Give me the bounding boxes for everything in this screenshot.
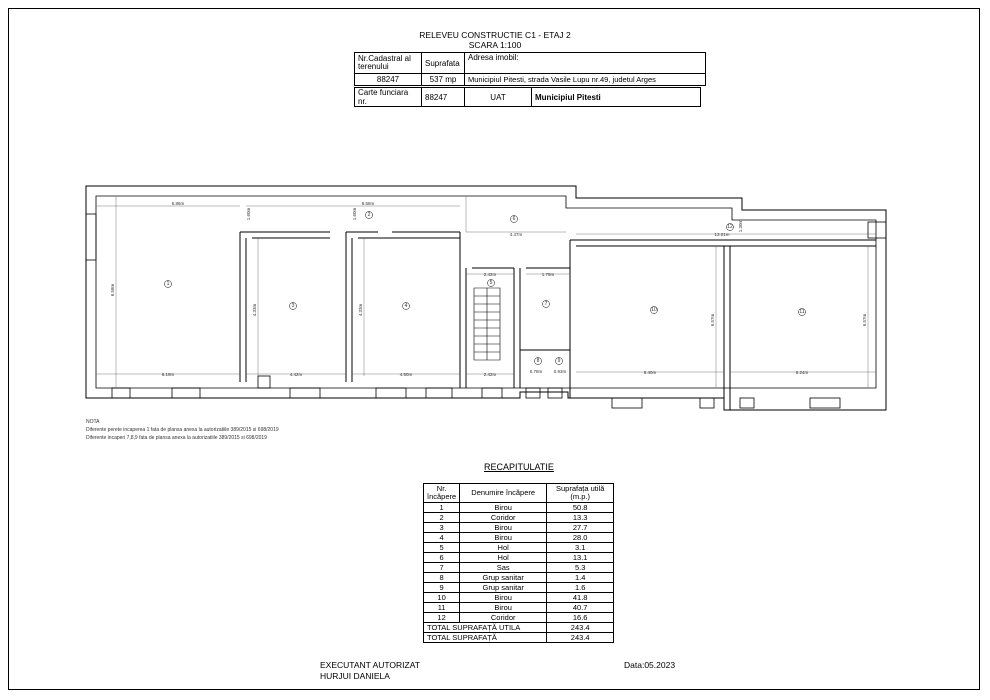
- room-label-7: 7: [544, 301, 548, 307]
- recap-cell-suprafata: 16.6: [547, 613, 614, 623]
- executant-label: EXECUTANT AUTORIZAT: [320, 660, 420, 670]
- recap-cell-suprafata: 13.3: [547, 513, 614, 523]
- dim-label: 4.33m: [358, 303, 363, 317]
- recap-cell-suprafata: 50.8: [547, 503, 614, 513]
- room-label-3: 3: [291, 303, 295, 309]
- note-line-1: Diferente perete incaperea 1 fata de plansa anexa la autorizatiile 389/2015 si 698/2019: [86, 427, 279, 433]
- drawing-title: RELEVEU CONSTRUCTIE C1 - ETAJ 2: [419, 30, 571, 40]
- dim-label: 4.47m: [509, 232, 523, 237]
- recap-table: [423, 483, 614, 643]
- dim-label: 1.60m: [352, 207, 357, 221]
- recap-cell-nr: 8: [424, 573, 460, 583]
- dim-label: 1.30m: [738, 219, 743, 233]
- recap-cell-denumire: Birou: [460, 523, 547, 533]
- recap-cell-nr: 10: [424, 593, 460, 603]
- recap-title: RECAPITULATIE: [484, 462, 554, 472]
- total-util-value: 243.4: [547, 623, 614, 633]
- note-title: NOTA: [86, 419, 100, 425]
- nr-cadastral-value: 88247: [355, 74, 422, 86]
- recap-cell-suprafata: 28.0: [547, 533, 614, 543]
- table-row: [424, 533, 614, 543]
- inner-outline: [96, 196, 876, 388]
- recap-cell-denumire: Birou: [460, 533, 547, 543]
- dimension-lines: [96, 196, 876, 388]
- recap-cell-nr: 5: [424, 543, 460, 553]
- table-row: [424, 563, 614, 573]
- dim-label: 2.42m: [483, 272, 497, 277]
- recap-cell-suprafata: 5.3: [547, 563, 614, 573]
- dim-label: 6.58m: [110, 283, 115, 297]
- room-label-12: 12: [727, 224, 733, 230]
- recap-cell-suprafata: 3.1: [547, 543, 614, 553]
- recap-cell-suprafata: 27.7: [547, 523, 614, 533]
- room-label-10: 10: [651, 307, 657, 313]
- table-row: [424, 593, 614, 603]
- carte-funciara-label: Carte funciara nr.: [355, 88, 422, 107]
- dim-label: 13.01m: [714, 232, 730, 237]
- recap-cell-nr: 1: [424, 503, 460, 513]
- total-util-label: TOTAL SUPRAFAȚĂ UTILA: [424, 623, 547, 633]
- corridor-wall: [240, 232, 876, 240]
- date-label: Data:05.2023: [624, 660, 676, 670]
- room-label-2: 2: [367, 212, 371, 218]
- table-row: [424, 583, 614, 593]
- table-row: [424, 503, 614, 513]
- room-label-11: 11: [799, 309, 805, 315]
- recap-cell-denumire: Coridor: [460, 613, 547, 623]
- recap-cell-denumire: Hol: [460, 543, 547, 553]
- room-label-8: 8: [536, 358, 540, 364]
- table-row: [424, 523, 614, 533]
- recap-cell-denumire: Birou: [460, 593, 547, 603]
- recap-cell-suprafata: 1.6: [547, 583, 614, 593]
- nr-cadastral-label: Nr.Cadastral al terenului: [355, 53, 422, 74]
- dim-label: 6.40m: [643, 370, 657, 375]
- recap-cell-nr: 11: [424, 603, 460, 613]
- windows: [86, 214, 886, 408]
- adresa-value: Municipiul Pitesti, strada Vasile Lupu nr.49, judetul Arges: [465, 74, 706, 86]
- room-label-6: 6: [512, 216, 516, 222]
- recap-cell-nr: 2: [424, 513, 460, 523]
- room-walls: [240, 232, 876, 410]
- dim-label: 6.57m: [710, 313, 715, 327]
- recap-header-suprafata: Suprafața utilă (m.p.): [547, 484, 614, 503]
- suprafata-label: Suprafata: [422, 53, 465, 74]
- carte-funciara-value: 88247: [422, 88, 465, 107]
- recap-cell-suprafata: 40.7: [547, 603, 614, 613]
- dim-label: 2.42m: [483, 372, 497, 377]
- recap-cell-suprafata: 41.8: [547, 593, 614, 603]
- dim-label: 6.57m: [862, 313, 867, 327]
- dim-label: 6.24m: [795, 370, 809, 375]
- dim-label: 6.58m: [361, 201, 375, 206]
- recap-header-denumire: Denumire încăpere: [460, 484, 547, 503]
- dim-label: 4.50m: [399, 372, 413, 377]
- note-line-2: Diferente incaperi 7,8,9 fata de plansa anexa la autorizatiile 389/2015 si 698/2019: [86, 435, 267, 441]
- recap-cell-denumire: Birou: [460, 503, 547, 513]
- adresa-label: Adresa imobil:: [465, 53, 706, 74]
- recap-cell-suprafata: 13.1: [547, 553, 614, 563]
- uat-label: UAT: [465, 88, 532, 107]
- recap-cell-denumire: Coridor: [460, 513, 547, 523]
- recap-cell-nr: 12: [424, 613, 460, 623]
- table-row: [424, 603, 614, 613]
- staircase: [474, 288, 500, 360]
- table-row: [424, 613, 614, 623]
- room-label-9: 9: [557, 358, 561, 364]
- recap-cell-suprafata: 1.4: [547, 573, 614, 583]
- dim-label: 0.78m: [529, 369, 543, 374]
- recap-header-nr: Nr. încăpere: [424, 484, 460, 503]
- recap-cell-nr: 6: [424, 553, 460, 563]
- total-value: 243.4: [547, 633, 614, 643]
- room-label-1: 1: [166, 281, 170, 287]
- table-row: [424, 513, 614, 523]
- drawing-scale: SCARA 1:100: [468, 40, 522, 50]
- uat-value: Municipiul Pitesti: [532, 88, 701, 107]
- recap-cell-denumire: Birou: [460, 603, 547, 613]
- dim-label: 6.19m: [161, 372, 175, 377]
- table-row: [424, 553, 614, 563]
- recap-cell-nr: 3: [424, 523, 460, 533]
- dim-label: 4.42m: [289, 372, 303, 377]
- table-row: [424, 543, 614, 553]
- recap-cell-denumire: Grup sanitar: [460, 583, 547, 593]
- suprafata-value: 537 mp: [422, 74, 465, 86]
- total-label: TOTAL SUPRAFAȚĂ: [424, 633, 547, 643]
- dim-label: 4.33m: [252, 303, 257, 317]
- recap-cell-denumire: Hol: [460, 553, 547, 563]
- room-label-5: 5: [489, 280, 493, 286]
- recap-cell-denumire: Sas: [460, 563, 547, 573]
- recap-cell-denumire: Grup sanitar: [460, 573, 547, 583]
- recap-cell-nr: 4: [424, 533, 460, 543]
- room-label-4: 4: [404, 303, 408, 309]
- dim-label: 1.60m: [246, 207, 251, 221]
- dim-label: 1.78m: [541, 272, 555, 277]
- executant-name: HURJUI DANIELA: [320, 671, 390, 681]
- table-row: [424, 573, 614, 583]
- recap-cell-nr: 9: [424, 583, 460, 593]
- dim-label: 0.93m: [553, 369, 567, 374]
- dim-label: 6.86m: [171, 201, 185, 206]
- recap-cell-nr: 7: [424, 563, 460, 573]
